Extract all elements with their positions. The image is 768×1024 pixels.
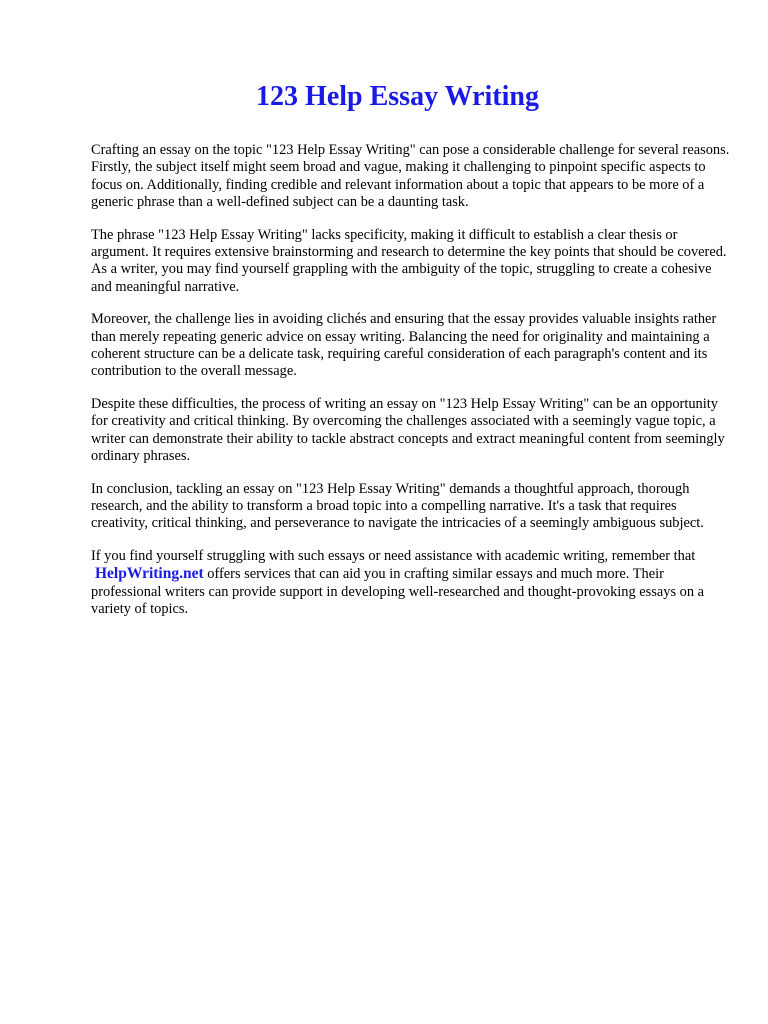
closing-paragraph: [91, 548, 731, 619]
closing-text-after-link: offers services that can aid you in crafting similar essays and much more. Their professional writers can provide support in developing well-researched and thought-provoking essays on a variety of topics.: [91, 566, 705, 617]
document-title: 123 Help Essay Writing: [256, 81, 539, 112]
helpwriting-link[interactable]: HelpWriting.net: [95, 565, 204, 583]
paragraph-2: The phrase "123 Help Essay Writing" lacks specificity, making it difficult to establish a clear thesis or argument. It requires extensive brainstorming and research to determine the key points that should be covered. As a writer, you may find yourself grappling with the ambiguity of the topic, struggling to create a cohesive and meaningful narrative.: [91, 226, 727, 295]
paragraph-5: In conclusion, tackling an essay on "123 Help Essay Writing" demands a thoughtful approach, thorough research, and the ability to transform a broad topic into a compelling narrative. It's a task that requires creativity, critical thinking, and perseverance to navigate the intricacies of a seemingly ambiguous subject.: [91, 480, 704, 532]
paragraph-4: Despite these difficulties, the process of writing an essay on "123 Help Essay Writing" can be an opportunity for creativity and critical thinking. By overcoming the challenges associated with a seemingly vague topic, a writer can demonstrate their ability to tackle abstract concepts and extract meaningful content from seemingly ordinary phrases.: [91, 395, 725, 465]
paragraph-1: Crafting an essay on the topic "123 Help Essay Writing" can pose a considerable challenge for several reasons. Firstly, the subject itself might seem broad and vague, making it challenging to pinpoint specific aspects to focus on. Additionally, finding credible and relevant information about a topic that appears to be more of a generic phrase than a well-defined subject can be a daunting task.: [91, 142, 730, 211]
paragraph-3: Moreover, the challenge lies in avoiding clichés and ensuring that the essay provides valuable insights rather than merely repeating generic advice on essay writing. Balancing the need for originality and maintaining a coherent structure can be a delicate task, requiring careful consideration of each paragraph's content and its contribution to the overall message.: [91, 311, 717, 380]
closing-text-before-link: If you find yourself struggling with such essays or need assistance with academic writing, remember that: [91, 547, 696, 564]
